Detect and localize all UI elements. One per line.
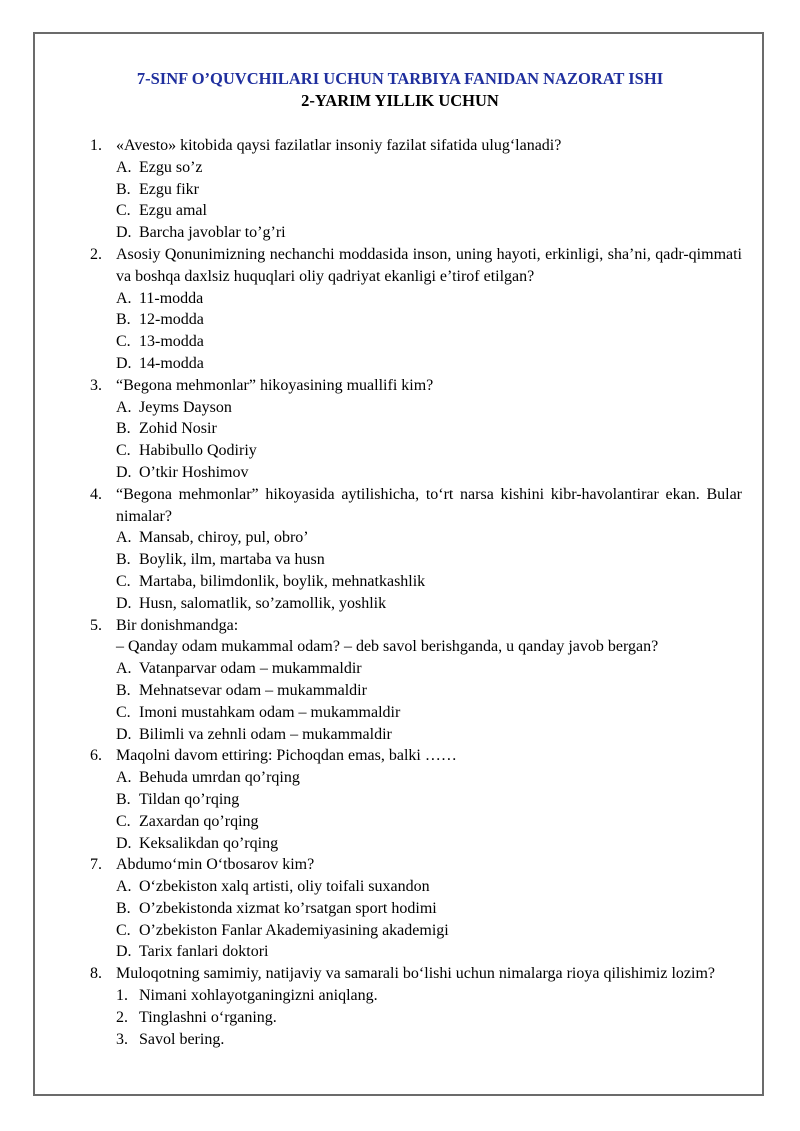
option-letter: 2. xyxy=(116,1008,128,1026)
question-text-line: Abdumo‘min O‘tbosarov kim? xyxy=(116,856,315,874)
option-letter: D. xyxy=(116,725,132,743)
answer-option xyxy=(116,680,742,702)
option-letter: D. xyxy=(116,354,132,372)
answer-option xyxy=(116,418,742,440)
option-text: Ezgu fikr xyxy=(139,180,199,198)
question-text-line: Asosiy Qonunimizning nechanchi moddasida inson, uning hayoti, erkinligi, sha’ni, qadr-qimmati va boshqa daxlsiz huquqlari oliy qadriyat ekanligi e’tirof etilgan? xyxy=(116,245,742,285)
answer-option xyxy=(116,200,742,222)
option-text: Husn, salomatlik, so’zamollik, yoshlik xyxy=(139,594,387,612)
answer-option xyxy=(116,767,742,789)
option-letter: B. xyxy=(116,311,131,329)
option-letter: B. xyxy=(116,899,131,917)
answer-option xyxy=(116,309,742,331)
question-number: 8. xyxy=(90,965,102,983)
question-number: 1. xyxy=(90,137,102,154)
answer-option xyxy=(116,811,742,833)
option-text: Tinglashni o‘rganing. xyxy=(139,1008,277,1026)
option-text: Tarix fanlari doktori xyxy=(139,943,269,961)
option-text: 11-modda xyxy=(139,289,204,307)
question-number: 7. xyxy=(90,856,102,874)
question-list xyxy=(90,135,742,1050)
question-text-line: “Begona mehmonlar” hikoyasida aytilishicha, to‘rt narsa kishini kibr-havolantirar ekan. Bular nimalar? xyxy=(116,485,742,525)
answer-option xyxy=(116,157,742,179)
answer-option xyxy=(116,985,742,1007)
option-letter: 1. xyxy=(116,987,128,1005)
option-text: Mansab, chiroy, pul, obro’ xyxy=(139,529,309,547)
option-text: 14-modda xyxy=(139,354,204,372)
option-letter: C. xyxy=(116,333,131,351)
question-text-line: Maqolni davom ettiring: Pichoqdan emas, balki …… xyxy=(116,747,457,765)
question-text xyxy=(116,745,742,767)
option-text: Habibullo Qodiriy xyxy=(139,442,257,460)
option-text: Vatanparvar odam – mukammaldir xyxy=(139,660,362,678)
question-text-line: “Begona mehmonlar” hikoyasining muallifi kim? xyxy=(116,376,434,394)
answer-option xyxy=(116,397,742,419)
option-letter: C. xyxy=(116,921,131,939)
answer-option xyxy=(116,331,742,353)
option-letter: C. xyxy=(116,202,131,220)
option-text: O‘zbekiston xalq artisti, oliy toifali suxandon xyxy=(139,878,430,896)
option-letter: D. xyxy=(116,834,132,852)
option-text: 13-modda xyxy=(139,333,204,351)
question-6 xyxy=(90,745,742,854)
answer-option xyxy=(116,462,742,484)
question-4 xyxy=(90,484,742,615)
question-text xyxy=(116,135,742,157)
option-letter: A. xyxy=(116,769,132,787)
option-letter: C. xyxy=(116,442,131,460)
answer-options xyxy=(116,397,742,484)
question-1 xyxy=(90,135,742,244)
question-3 xyxy=(90,375,742,484)
answer-option xyxy=(116,941,742,963)
option-text: Zohid Nosir xyxy=(139,420,217,438)
question-8 xyxy=(90,963,742,1050)
answer-option xyxy=(116,833,742,855)
answer-options xyxy=(116,288,742,375)
question-number: 6. xyxy=(90,747,102,765)
option-letter: B. xyxy=(116,790,131,808)
option-text: Tildan qo’rqing xyxy=(139,790,240,808)
option-letter: A. xyxy=(116,660,132,678)
option-letter: C. xyxy=(116,703,131,721)
answer-option xyxy=(116,1007,742,1029)
answer-option xyxy=(116,440,742,462)
answer-option xyxy=(116,1029,742,1051)
option-text: Mehnatsevar odam – mukammaldir xyxy=(139,681,367,699)
page-title: 7-SINF O’QUVCHILARI UCHUN TARBIYA FANIDAN NAZORAT ISHI xyxy=(136,69,664,88)
option-text: O’tkir Hoshimov xyxy=(139,463,249,481)
answer-options xyxy=(116,985,742,1050)
answer-option xyxy=(116,789,742,811)
answer-option xyxy=(116,876,742,898)
option-letter: D. xyxy=(116,224,132,242)
document-header xyxy=(0,68,800,111)
answer-option xyxy=(116,702,742,724)
question-number: 2. xyxy=(90,245,102,263)
question-text-line: «Avesto» kitobida qaysi fazilatlar insoniy fazilat sifatida ulug‘lanadi? xyxy=(116,137,562,154)
option-text: Jeyms Dayson xyxy=(139,398,232,416)
answer-option xyxy=(116,658,742,680)
answer-options xyxy=(116,658,742,745)
option-text: Martaba, bilimdonlik, boylik, mehnatkashlik xyxy=(139,572,426,590)
option-text: Ezgu amal xyxy=(139,202,207,220)
option-letter: A. xyxy=(116,158,132,176)
question-text xyxy=(116,963,742,985)
question-number: 5. xyxy=(90,616,102,634)
option-text: O’zbekiston Fanlar Akademiyasining akademigi xyxy=(139,921,449,939)
question-text xyxy=(116,854,742,876)
answer-option xyxy=(116,179,742,201)
answer-option xyxy=(116,527,742,549)
question-text xyxy=(116,615,742,659)
page-subtitle: 2-YARIM YILLIK UCHUN xyxy=(301,91,499,110)
answer-option xyxy=(116,898,742,920)
answer-option xyxy=(116,571,742,593)
answer-option xyxy=(116,549,742,571)
option-letter: A. xyxy=(116,529,132,547)
option-letter: C. xyxy=(116,812,131,830)
answer-option xyxy=(116,222,742,244)
option-text: Behuda umrdan qo’rqing xyxy=(139,769,300,787)
option-letter: D. xyxy=(116,943,132,961)
option-letter: B. xyxy=(116,180,131,198)
option-letter: B. xyxy=(116,681,131,699)
option-letter: A. xyxy=(116,878,132,896)
option-letter: D. xyxy=(116,463,132,481)
question-text xyxy=(116,484,742,528)
answer-option xyxy=(116,920,742,942)
question-text xyxy=(116,375,742,397)
option-letter: C. xyxy=(116,572,131,590)
option-text: Keksalikdan qo’rqing xyxy=(139,834,279,852)
question-text-line-2: – Qanday odam mukammal odam? – deb savol berishganda, u qanday javob bergan? xyxy=(116,638,659,656)
answer-option xyxy=(116,353,742,375)
option-letter: B. xyxy=(116,420,131,438)
answer-option xyxy=(116,724,742,746)
question-text-line: Muloqotning samimiy, natijaviy va samarali bo‘lishi uchun nimalarga rioya qilishimiz lozim? xyxy=(116,965,715,983)
option-text: Ezgu so’z xyxy=(139,158,203,176)
option-text: Boylik, ilm, martaba va husn xyxy=(139,551,325,569)
option-text: Barcha javoblar to’g’ri xyxy=(139,224,286,242)
option-letter: 3. xyxy=(116,1030,128,1048)
option-text: 12-modda xyxy=(139,311,204,329)
answer-option xyxy=(116,593,742,615)
question-text-line: Bir donishmandga: xyxy=(116,616,239,634)
answer-options xyxy=(116,876,742,963)
option-text: O’zbekistonda xizmat ko’rsatgan sport hodimi xyxy=(139,899,437,917)
question-number: 3. xyxy=(90,376,102,394)
option-text: Savol bering. xyxy=(139,1030,225,1048)
option-letter: A. xyxy=(116,289,132,307)
option-letter: A. xyxy=(116,398,132,416)
option-text: Nimani xohlayotganingizni aniqlang. xyxy=(139,987,378,1005)
answer-option xyxy=(116,288,742,310)
question-5 xyxy=(90,615,742,746)
option-letter: D. xyxy=(116,594,132,612)
question-7 xyxy=(90,854,742,963)
option-text: Bilimli va zehnli odam – mukammaldir xyxy=(139,725,392,743)
question-text xyxy=(116,244,742,288)
answer-options xyxy=(116,157,742,244)
question-number: 4. xyxy=(90,485,102,503)
option-text: Zaxardan qo’rqing xyxy=(139,812,259,830)
option-text: Imoni mustahkam odam – mukammaldir xyxy=(139,703,401,721)
question-2 xyxy=(90,244,742,375)
answer-options xyxy=(116,767,742,854)
option-letter: B. xyxy=(116,551,131,569)
answer-options xyxy=(116,527,742,614)
